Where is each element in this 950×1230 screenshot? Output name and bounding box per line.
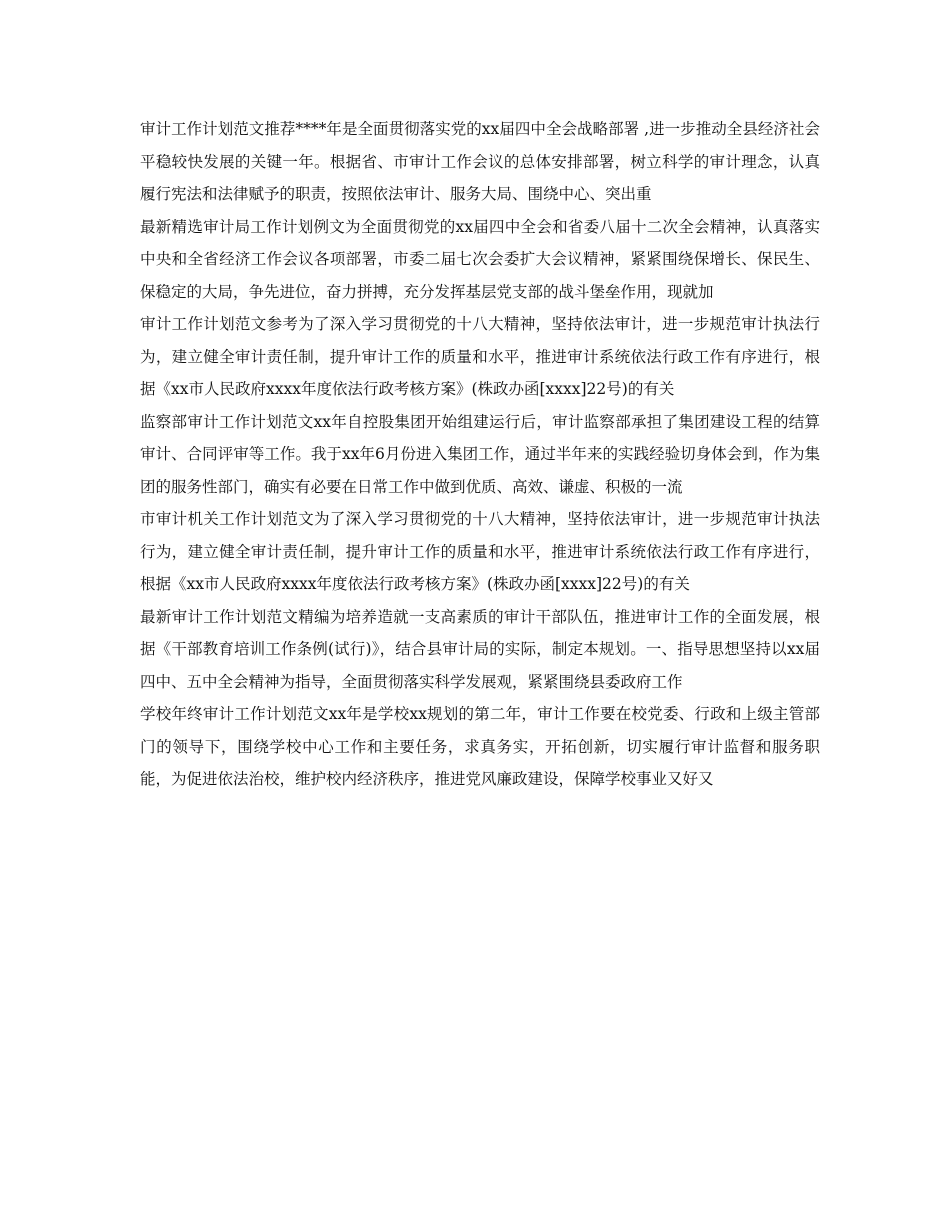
paragraph-7: 学校年终审计工作计划范文xx年是学校xx规划的第二年，审计工作要在校党委、行政和上级主管部门的领导下，围绕学校中心工作和主要任务，求真务实，开拓创新，切实履行审计监督和服务职能，为促进依法治校，维护校内经济秩序，推进党风廉政建设，保障学校事业又好又 (140, 705, 820, 788)
paragraph-1: 审计工作计划范文推荐****年是全面贯彻落实党的xx届四中全会战略部署 ,进一步推动全县经济社会平稳较快发展的关键一年。根据省、市审计工作会议的总体安排部署，树立科学的审计理念，认真履行宪法和法律赋予的职责，按照依法审计、服务大局、围绕中心、突出重 (140, 120, 820, 203)
paragraph-6: 最新审计工作计划范文精编为培养造就一支高素质的审计干部队伍，推进审计工作的全面发展，根据《干部教育培训工作条例(试行)》，结合县审计局的实际，制定本规划。一、指导思想坚持以xx届四中、五中全会精神为指导，全面贯彻落实科学发展观，紧紧围绕县委政府工作 (140, 607, 820, 691)
paragraph-5: 市审计机关工作计划范文为了深入学习贯彻党的十八大精神，坚持依法审计，进一步规范审计执法行为，建立健全审计责任制，提升审计工作的质量和水平，推进审计系统依法行政工作有序进行，根据《xx市人民政府xxxx年度依法行政考核方案》(株政办函[xxxx]22号)的有关 (140, 510, 820, 593)
document-body (140, 113, 820, 796)
paragraph-4: 监察部审计工作计划范文xx年自控股集团开始组建运行后，审计监察部承担了集团建设工程的结算审计、合同评审等工作。我于xx年6月份进入集团工作，通过半年来的实践经验切身体会到，作为集团的服务性部门，确实有必要在日常工作中做到优质、高效、谦虚、积极的一流 (140, 412, 820, 496)
paragraph-3: 审计工作计划范文参考为了深入学习贯彻党的十八大精神，坚持依法审计，进一步规范审计执法行为，建立健全审计责任制，提升审计工作的质量和水平，推进审计系统依法行政工作有序进行，根据《xx市人民政府xxxx年度依法行政考核方案》(株政办函[xxxx]22号)的有关 (140, 315, 820, 398)
paragraph-2: 最新精选审计局工作计划例文为全面贯彻党的xx届四中全会和省委八届十二次全会精神，认真落实中央和全省经济工作会议各项部署，市委二届七次会委扩大会议精神，紧紧围绕保增长、保民生、保稳定的大局，争先进位，奋力拼搏，充分发挥基层党支部的战斗堡垒作用，现就加 (140, 217, 820, 301)
